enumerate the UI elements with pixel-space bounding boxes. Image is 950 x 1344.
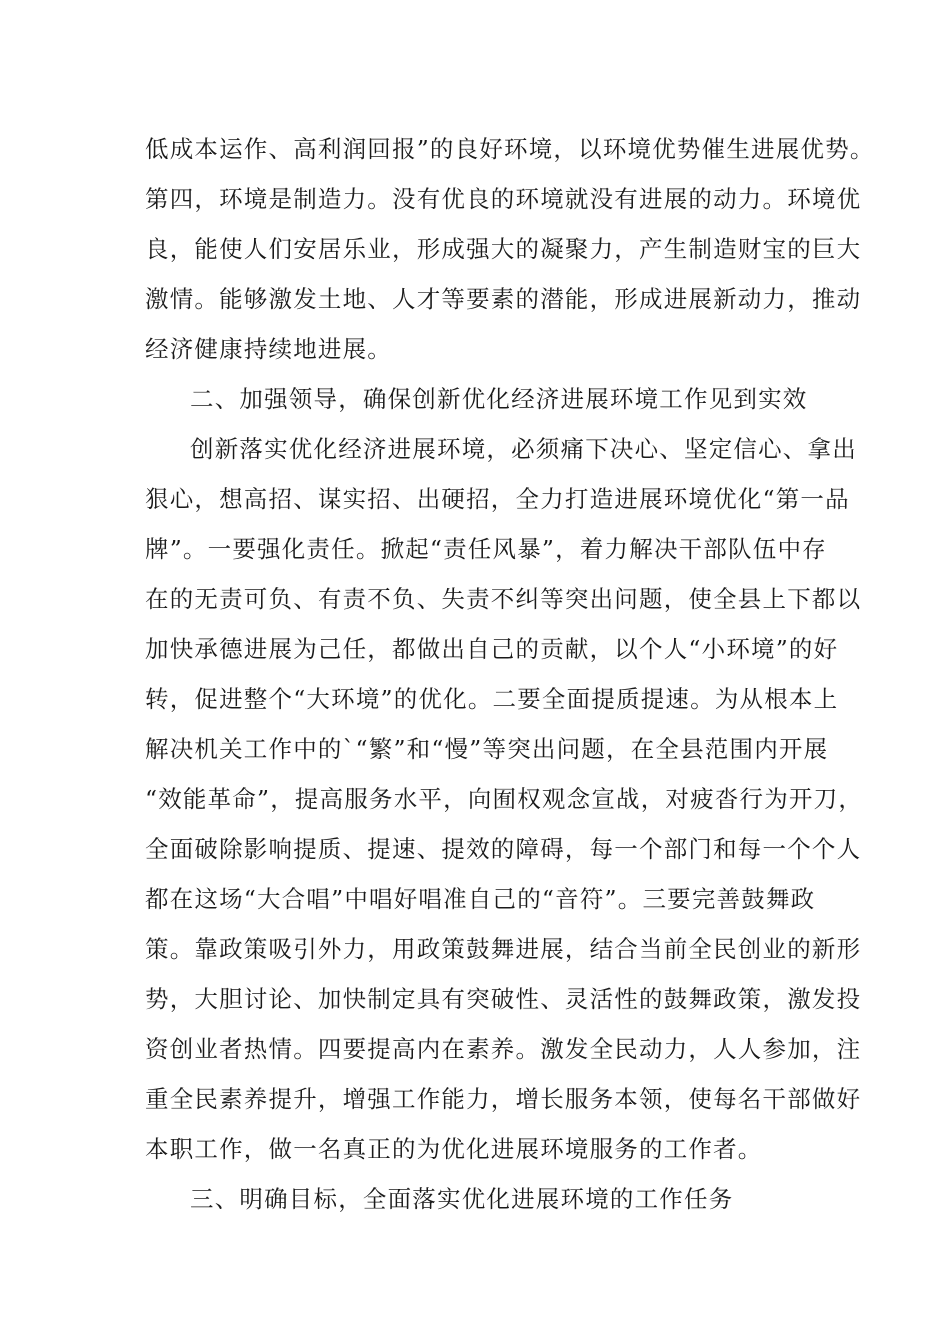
paragraph-2-line-3: 牌”。一要强化责任。掀起“责任风暴”，着力解决干部队伍中存 — [145, 535, 827, 563]
paragraph-2-line-14: 重全民素养提升，增强工作能力，增长服务本领，使每名干部做好 — [145, 1085, 862, 1113]
paragraph-2-line-5: 加快承德进展为己任，都做出自己的贡献，以个人“小环境”的好 — [145, 635, 839, 663]
paragraph-2-line-7: 解决机关工作中的`“繁”和“慢”等突出问题，在全县范围内开展 — [145, 735, 829, 763]
paragraph-1-line-1: 低成本运作、高利润回报”的良好环境，以环境优势催生进展优势。 — [145, 135, 875, 163]
paragraph-2-line-2: 狠心，想高招、谋实招、出硬招，全力打造进展环境优化“第一品 — [145, 485, 850, 513]
paragraph-2-line-1: 创新落实优化经济进展环境，必须痛下决心、坚定信心、拿出 — [190, 435, 857, 463]
paragraph-1-line-4: 激情。能够激发土地、人才等要素的潜能，形成进展新动力，推动 — [145, 285, 862, 313]
paragraph-2-line-11: 策。靠政策吸引外力，用政策鼓舞进展，结合当前全民创业的新形 — [145, 935, 862, 963]
paragraph-1-line-3: 良，能使人们安居乐业，形成强大的凝聚力，产生制造财宝的巨大 — [145, 235, 862, 263]
paragraph-2-line-8: “效能革命”，提高服务水平，向囿权观念宣战，对疲沓行为开刀， — [145, 785, 864, 813]
paragraph-2-line-4: 在的无责可负、有责不负、失责不纠等突出问题，使全县上下都以 — [145, 585, 862, 613]
paragraph-2-line-15: 本职工作，做一名真正的为优化进展环境服务的工作者。 — [145, 1135, 763, 1163]
section-heading-2: 二、加强领导，确保创新优化经济进展环境工作见到实效 — [190, 385, 808, 413]
section-heading-3: 三、明确目标，全面落实优化进展环境的工作任务 — [190, 1185, 734, 1213]
paragraph-2-line-12: 势，大胆讨论、加快制定具有突破性、灵活性的鼓舞政策，激发投 — [145, 985, 862, 1013]
paragraph-2-line-6: 转，促进整个“大环境”的优化。二要全面提质提速。为从根本上 — [145, 685, 839, 713]
paragraph-2-line-10: 都在这场“大合唱”中唱好唱准自己的“音符”。三要完善鼓舞政 — [145, 885, 816, 913]
paragraph-1-line-2: 第四，环境是制造力。没有优良的环境就没有进展的动力。环境优 — [145, 185, 862, 213]
paragraph-1-line-5: 经济健康持续地进展。 — [145, 335, 392, 363]
paragraph-2-line-13: 资创业者热情。四要提高内在素养。激发全民动力，人人参加，注 — [145, 1035, 862, 1063]
paragraph-2-line-9: 全面破除影响提质、提速、提效的障碍，每一个部门和每一个个人 — [145, 835, 862, 863]
